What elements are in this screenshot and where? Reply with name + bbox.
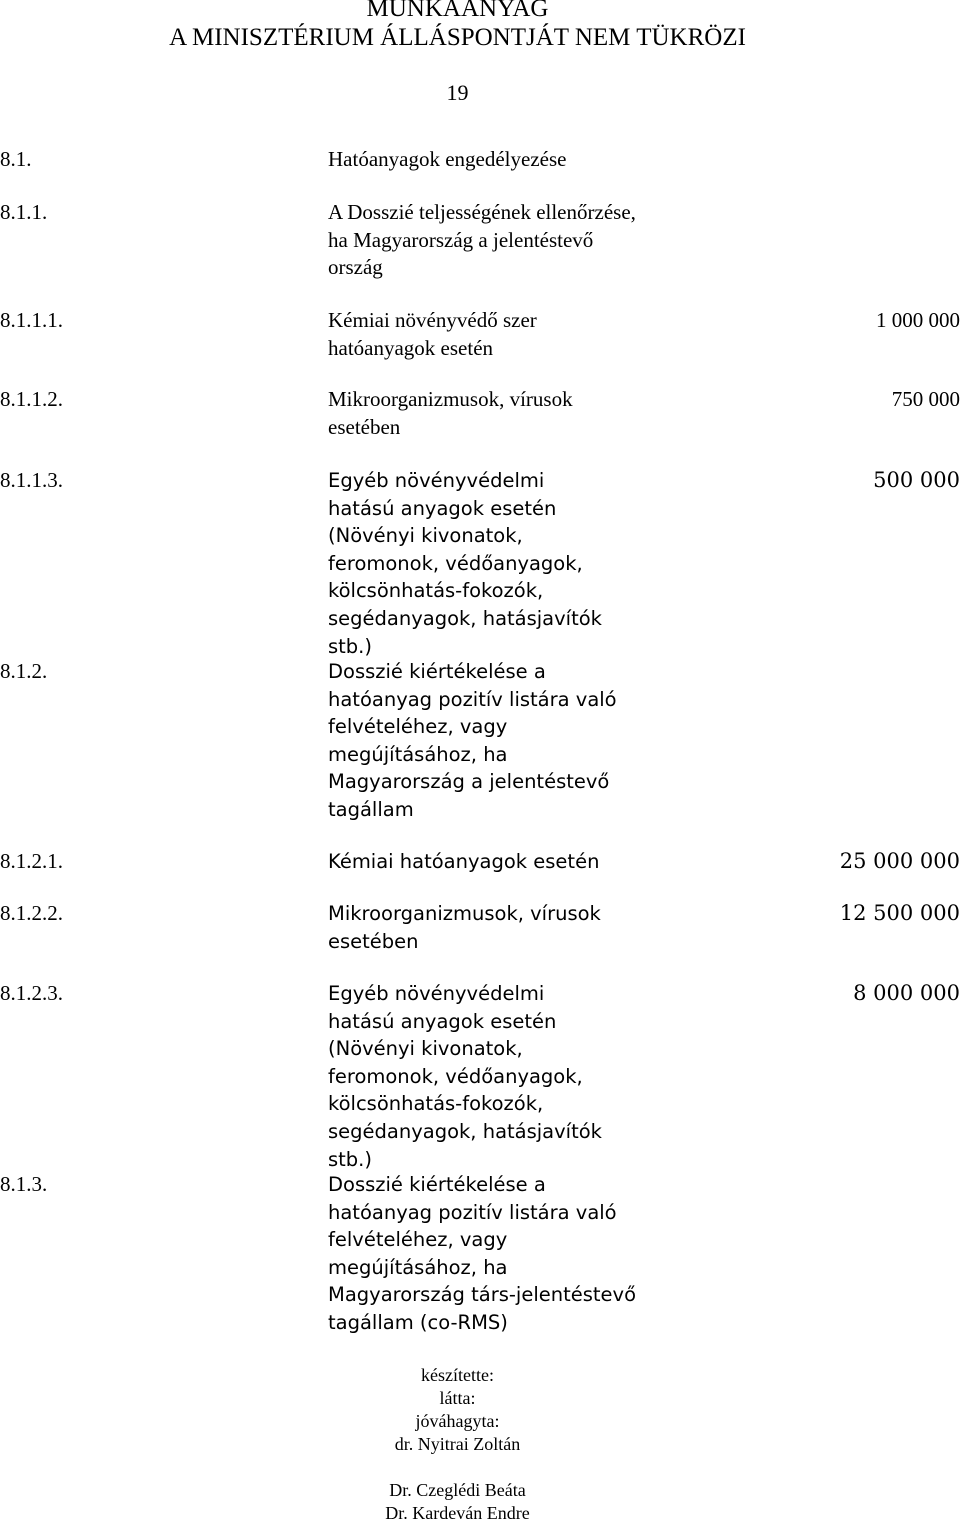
fee-code: 8.1.2.3. xyxy=(0,981,63,1005)
fee-description: Dosszié kiértékelése a hatóanyag pozitív listára való felvételéhez, vagy megújításához, ha Magyarország a jelentéstevő tagállam xyxy=(328,660,617,821)
fee-amount: 500 000 xyxy=(873,468,960,492)
fee-description: Hatóanyagok engedélyezése xyxy=(328,147,567,171)
seen-by-label: látta: xyxy=(439,1388,476,1408)
header-disclaimer: A MINISZTÉRIUM ÁLLÁSPONTJÁT NEM TÜKRÖZI xyxy=(169,24,746,51)
signatory-name: Dr. Kardeván Endre xyxy=(385,1503,530,1523)
fee-code: 8.1.1.3. xyxy=(0,468,63,492)
fee-code: 8.1.2. xyxy=(0,659,48,683)
fee-description: Egyéb növényvédelmi hatású anyagok esetén (Növényi kivonatok, feromonok, védőanyagok, kölcsönhatás-fokozók, segédanyagok, hatásjavítók stb.) xyxy=(328,469,602,658)
fee-code: 8.1.2.2. xyxy=(0,901,63,925)
fee-description: Mikroorganizmusok, vírusok esetében xyxy=(328,387,573,439)
fee-amount: 1 000 000 xyxy=(876,308,960,332)
fee-description: Kémiai hatóanyagok esetén xyxy=(328,850,600,873)
fee-code: 8.1. xyxy=(0,147,32,171)
fee-description: A Dosszié teljességének ellenőrzése, ha Magyarország a jelentéstevő ország xyxy=(328,200,636,279)
signatory-name: Dr. Czeglédi Beáta xyxy=(389,1480,526,1500)
fee-code: 8.1.3. xyxy=(0,1172,48,1196)
signatory-name: dr. Nyitrai Zoltán xyxy=(394,1434,521,1454)
fee-code: 8.1.1.2. xyxy=(0,387,63,411)
approved-by-label: jóváhagyta: xyxy=(415,1411,500,1431)
prepared-by-label: készítette: xyxy=(421,1365,494,1385)
fee-description: Kémiai növényvédő szer hatóanyagok esetén xyxy=(328,308,537,360)
fee-amount: 25 000 000 xyxy=(839,849,960,873)
fee-description: Dosszié kiértékelése a hatóanyag pozitív listára való felvételéhez, vagy megújításához, ha Magyarország társ-jelentéstevő tagállam (co-RMS) xyxy=(328,1173,637,1334)
fee-code: 8.1.2.1. xyxy=(0,849,63,873)
fee-description: Mikroorganizmusok, vírusok esetében xyxy=(328,902,601,953)
fee-code: 8.1.1.1. xyxy=(0,308,63,332)
fee-amount: 12 500 000 xyxy=(839,901,960,925)
fee-amount: 8 000 000 xyxy=(853,981,960,1005)
page-number: 19 xyxy=(446,80,469,105)
fee-amount: 750 000 xyxy=(891,387,960,411)
fee-description: Egyéb növényvédelmi hatású anyagok esetén (Növényi kivonatok, feromonok, védőanyagok, kölcsönhatás-fokozók, segédanyagok, hatásjavítók stb.) xyxy=(328,982,602,1171)
fee-code: 8.1.1. xyxy=(0,200,48,224)
header-draft-label: MUNKAANYAG xyxy=(366,0,549,22)
